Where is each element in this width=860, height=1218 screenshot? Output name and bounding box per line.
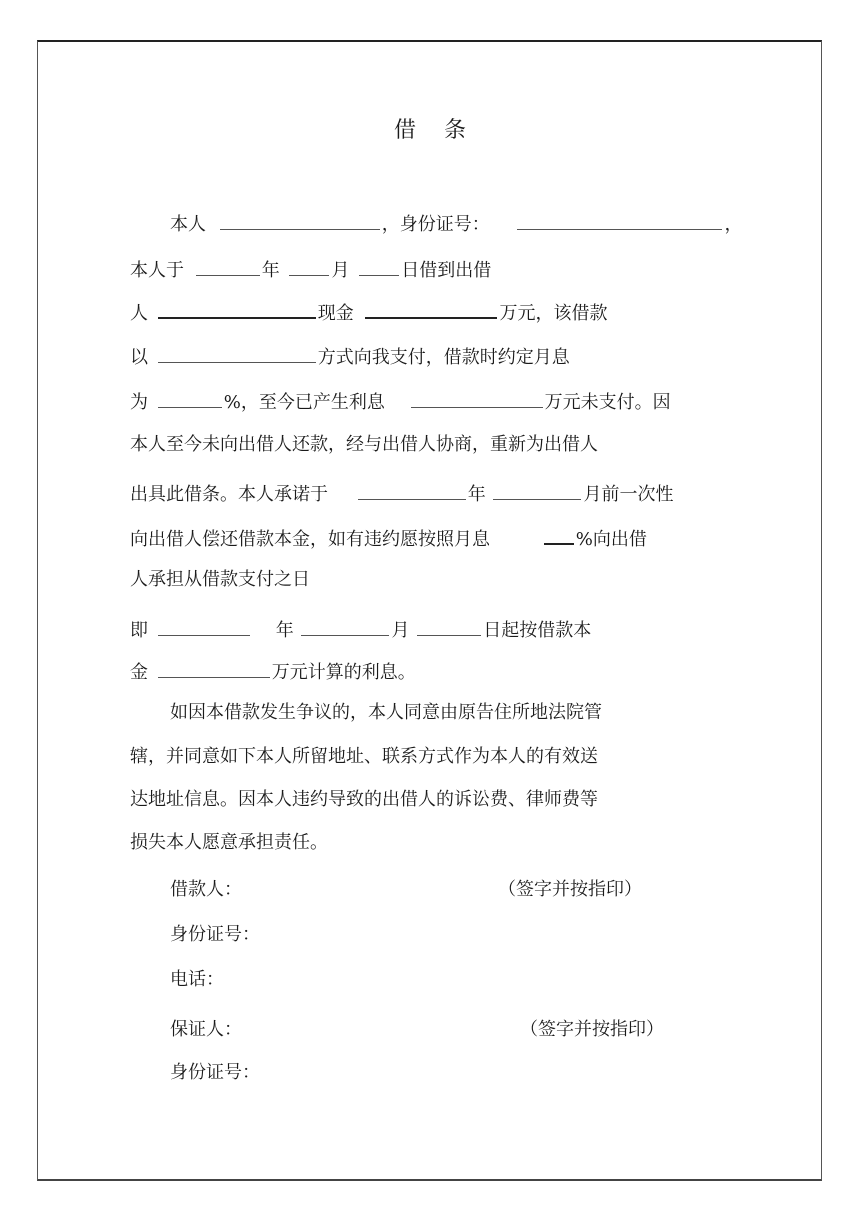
text: ， [724, 214, 743, 235]
text: 出具此借条。本人承诺于 [130, 484, 328, 505]
text: 年 [275, 620, 294, 641]
text: 以 [130, 347, 148, 368]
line-text-15: 损失本人愿意承担责任。 [130, 832, 328, 853]
text: 日起按借款本 [483, 620, 592, 641]
text: 月前一次性 [583, 484, 674, 505]
line-principal [130, 658, 416, 682]
guarantor-label: 保证人： [170, 1019, 242, 1040]
borrower-sign-note: （签字并按指印） [498, 879, 642, 900]
text: %，至今已产生利息 [223, 392, 385, 413]
line-text-12: 如因本借款发生争议的，本人同意由原告住所地法院管 [170, 702, 602, 723]
text: 现金 [317, 303, 354, 324]
phone-label: 电话： [170, 969, 224, 990]
text: 万元未支付。因 [544, 392, 671, 413]
text: 日借到出借 [401, 260, 492, 281]
line-text-14: 达地址信息。因本人违约导致的出借人的诉讼费、律师费等 [130, 789, 598, 810]
repay-year-field[interactable] [358, 480, 466, 500]
line-repay-date [130, 480, 673, 504]
line-penalty-rate [130, 524, 647, 548]
penalty-rate-field[interactable] [544, 524, 574, 545]
line-payment-method [130, 343, 570, 367]
text: 年 [467, 484, 486, 505]
borrow-day-field[interactable] [359, 256, 399, 276]
guarantor-id-label: 身份证号： [170, 1062, 260, 1083]
text: 万元，该借款 [499, 303, 608, 324]
start-year-field[interactable] [158, 616, 250, 636]
text: 方式向我支付，借款时约定月息 [317, 347, 570, 368]
start-day-field[interactable] [417, 616, 481, 636]
text: 向出借人偿还借款本金，如有违约愿按照月息 [130, 529, 490, 550]
text: 月 [331, 260, 350, 281]
line-text-13: 辖，并同意如下本人所留地址、联系方式作为本人的有效送 [130, 746, 598, 767]
line-text-6: 本人至今未向出借人还款，经与出借人协商，重新为出借人 [130, 434, 598, 455]
borrower-label: 借款人： [170, 879, 242, 900]
borrower-id-label: 身份证号： [170, 924, 260, 945]
text: 为 [130, 392, 148, 413]
text: 年 [261, 260, 280, 281]
document-title: 借条 [393, 118, 494, 143]
start-month-field[interactable] [301, 616, 389, 636]
line-interest-start-date [130, 616, 591, 640]
guarantor-sign-note: （签字并按指印） [520, 1019, 664, 1040]
borrow-year-field[interactable] [196, 256, 260, 276]
text: ，身份证号： [381, 214, 490, 235]
text: 月 [391, 620, 410, 641]
line-borrow-date [130, 256, 491, 280]
line-interest-rate [130, 388, 671, 412]
loan-amount-field[interactable] [365, 298, 497, 319]
line-text-9: 人承担从借款支付之日 [130, 569, 310, 590]
text: 万元计算的利息。 [271, 662, 416, 683]
borrow-month-field[interactable] [289, 256, 329, 276]
text: 人 [130, 303, 148, 324]
line-lender-amount [130, 298, 607, 322]
line-borrower-name [170, 210, 742, 234]
text: 即 [130, 620, 148, 641]
text: %向出借 [575, 529, 647, 550]
text: 金 [130, 662, 148, 683]
repay-month-field[interactable] [493, 480, 581, 500]
lender-name-field[interactable] [158, 298, 316, 319]
payment-method-field[interactable] [158, 343, 316, 363]
text: 本人于 [130, 260, 184, 281]
borrower-id-field[interactable] [517, 210, 722, 230]
principal-amount-field[interactable] [158, 658, 270, 678]
monthly-rate-field[interactable] [158, 388, 222, 408]
accrued-interest-field[interactable] [411, 388, 543, 408]
borrower-name-field[interactable] [220, 210, 380, 230]
text: 本人 [170, 214, 206, 235]
